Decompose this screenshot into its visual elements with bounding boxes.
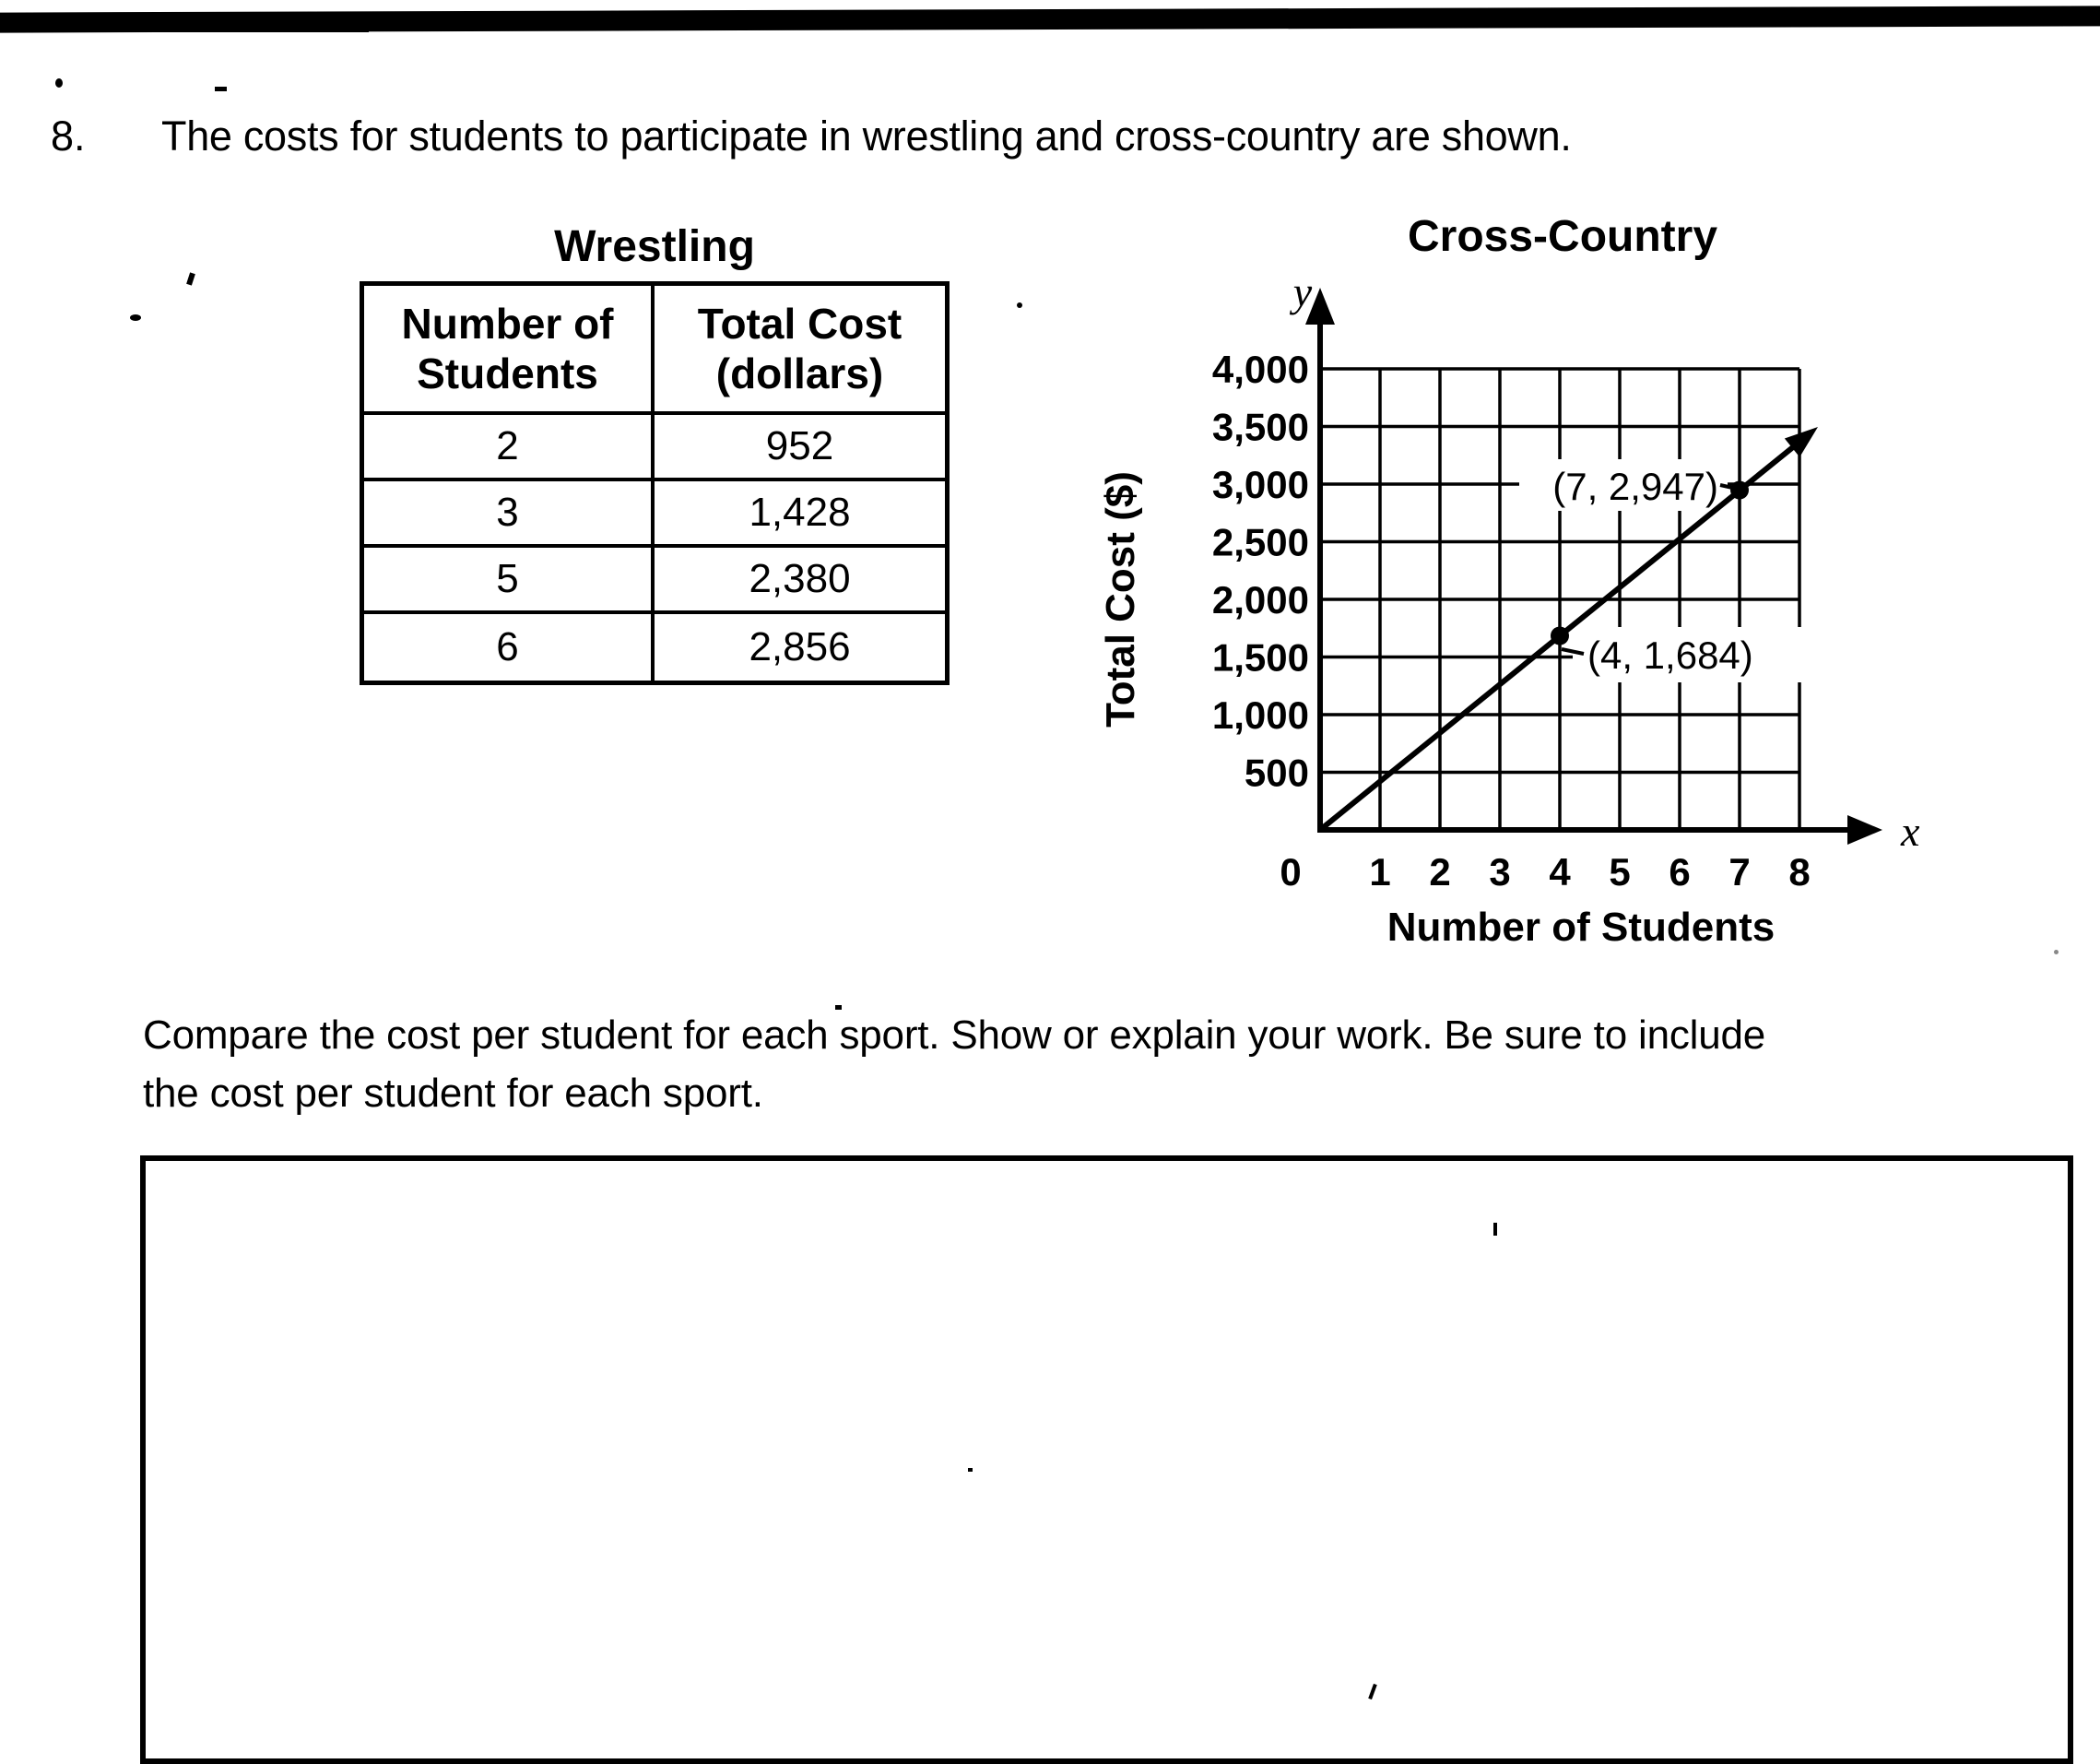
scan-artifact (186, 272, 195, 285)
table-cell-students: 3 (364, 481, 655, 548)
table-cell-students: 5 (364, 548, 655, 614)
table-cell-cost: 2,380 (655, 548, 945, 614)
y-tick: 3,000 (1211, 463, 1309, 506)
y-tick: 500 (1244, 751, 1309, 795)
point-label-7: (7, 2,947) (1552, 465, 1718, 508)
x-axis-arrow-icon (1847, 815, 1882, 845)
table-cell-cost: 1,428 (655, 481, 945, 548)
scan-artifact (215, 87, 227, 91)
table-cell-cost: 952 (655, 415, 945, 481)
y-tick: 4,000 (1211, 348, 1309, 391)
scan-artifact (2054, 950, 2059, 954)
prompt-text-line1: Compare the cost per student for each sport. Show or explain your work. Be sure to include (143, 1012, 1766, 1058)
answer-box (140, 1155, 2073, 1764)
x-tick: 1 (1369, 850, 1391, 894)
x-tick: 4 (1549, 850, 1571, 894)
x-tick: 5 (1609, 850, 1631, 894)
x-tick: 0 (1280, 850, 1302, 894)
y-tick: 2,000 (1211, 578, 1309, 622)
question-text: The costs for students to participate in wrestling and cross-country are shown. (161, 112, 1572, 160)
table-cell-students: 2 (364, 415, 655, 481)
scan-artifact (835, 1005, 842, 1010)
x-tick: 7 (1728, 850, 1751, 894)
scan-top-bar-edge (0, 26, 369, 32)
x-tick: 2 (1429, 850, 1451, 894)
question-number: 8. (51, 112, 86, 160)
y-tick: 3,500 (1211, 405, 1309, 449)
point-label-4: (4, 1,684) (1587, 633, 1753, 677)
data-point-7 (1730, 481, 1749, 500)
grid-lines (1320, 369, 1799, 830)
x-axis-symbol: x (1901, 808, 1920, 855)
scan-artifact (968, 1468, 973, 1472)
scan-artifact (1493, 1223, 1497, 1236)
table-header-students: Number of Students (364, 286, 655, 415)
x-axis-label: Number of Students (1386, 905, 1776, 950)
wrestling-table (360, 281, 950, 685)
y-axis-label: Total Cost ($) (1098, 471, 1143, 728)
table-header-cost: Total Cost (dollars) (655, 286, 945, 415)
scan-artifact (130, 314, 141, 321)
axes (1317, 319, 1866, 833)
graph-title: Cross-Country (1407, 212, 1718, 261)
prompt-text-line2: the cost per student for each sport. (143, 1071, 763, 1116)
y-tick: 2,500 (1211, 520, 1309, 564)
table-cell-students: 6 (364, 614, 655, 681)
y-axis-symbol: y (1292, 268, 1313, 315)
scan-artifact (1017, 302, 1022, 308)
table-cell-cost: 2,856 (749, 624, 851, 669)
data-point-4 (1551, 627, 1569, 645)
y-tick: 1,500 (1211, 635, 1309, 680)
x-tick: 8 (1788, 850, 1811, 894)
scan-artifact (55, 78, 63, 88)
x-tick: 3 (1489, 850, 1511, 894)
x-tick: 6 (1669, 850, 1691, 894)
wrestling-table-title: Wrestling (554, 222, 755, 271)
cross-country-graph (1060, 203, 1936, 987)
y-tick-labels (1212, 348, 1309, 795)
x-tick-labels (1280, 850, 1810, 894)
y-tick: 1,000 (1211, 693, 1309, 737)
